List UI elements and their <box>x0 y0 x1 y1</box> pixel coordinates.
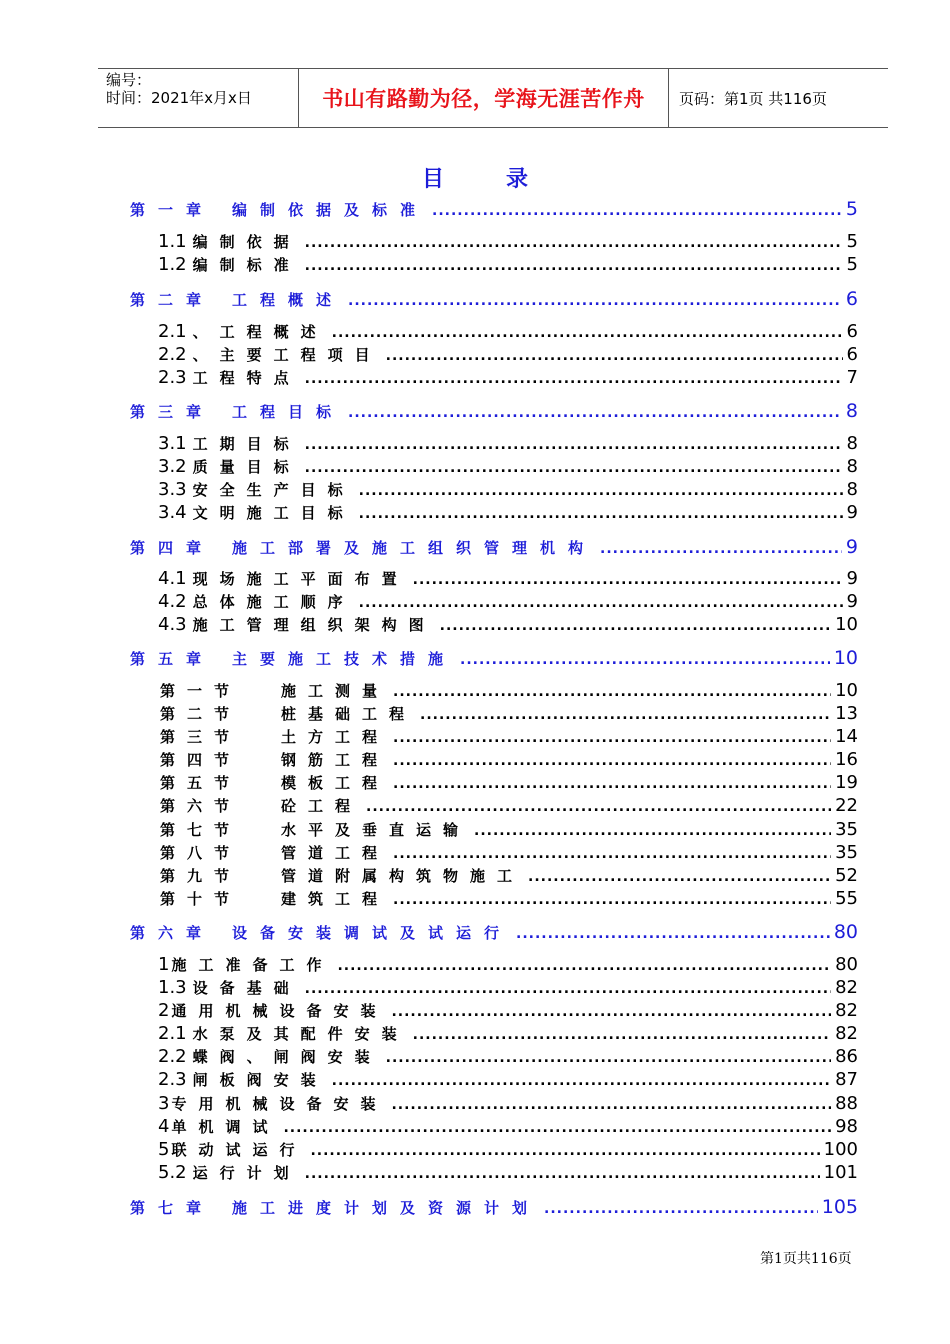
page-header <box>98 68 888 128</box>
toc-entry-number: 2.1 <box>158 321 187 342</box>
toc-section-label: 第十节 <box>160 890 242 908</box>
number-label: 编号： <box>106 71 152 89</box>
toc-entry-number: 1 <box>158 954 170 975</box>
toc-dot-leader <box>359 506 843 522</box>
toc-dot-leader <box>386 348 843 364</box>
toc-page-number: 35 <box>835 819 858 840</box>
toc-entry-title: 施工准备工作 <box>171 956 334 974</box>
toc-dot-leader <box>305 981 831 997</box>
toc-dot-leader <box>600 541 842 557</box>
toc-section-label: 第四节 <box>160 751 242 769</box>
toc-entry-row[interactable] <box>158 456 858 480</box>
toc-entry-row[interactable] <box>158 433 858 457</box>
toc-entry-title: 管道附属构筑物施工 <box>281 867 525 885</box>
toc-dot-leader <box>413 572 843 588</box>
time-label: 时间：2021年x月x日 <box>106 89 252 107</box>
toc-entry-row[interactable] <box>160 888 858 912</box>
toc-entry-title: 现场施工平面布置 <box>192 570 409 588</box>
toc-entry-title: 管道工程 <box>281 844 390 862</box>
toc-dot-leader <box>305 258 843 274</box>
toc-page-number: 10 <box>833 647 858 669</box>
toc-entry-row[interactable] <box>158 367 858 391</box>
toc-section-label: 第九节 <box>160 867 242 885</box>
toc-page-number: 80 <box>835 954 858 975</box>
toc-page-number: 9 <box>846 568 858 589</box>
toc-chapter-row[interactable] <box>130 288 858 312</box>
toc-page-number: 10 <box>835 614 858 635</box>
toc-entry-title: 、主要工程项目 <box>192 346 382 364</box>
toc-chapter-row[interactable] <box>130 198 858 222</box>
toc-entry-title: 编制依据 <box>192 233 301 251</box>
toc-page-number: 5 <box>846 231 858 252</box>
toc-entry-number: 1.3 <box>158 977 187 998</box>
toc-dot-leader <box>386 1050 831 1066</box>
toc-dot-leader <box>359 483 843 499</box>
toc-page-number: 5 <box>846 254 858 275</box>
toc-entry-title: 设备基础 <box>192 979 301 997</box>
toc-dot-leader <box>516 926 830 942</box>
toc-chapter-label: 第三章 <box>130 403 215 421</box>
toc-entry-title: 施工进度计划及资源计划 <box>232 1199 541 1217</box>
toc-entry-row[interactable] <box>158 1139 858 1163</box>
toc-entry-title: 联动试运行 <box>171 1141 307 1159</box>
toc-entry-title: 专用机械设备安装 <box>171 1095 388 1113</box>
toc-entry-row[interactable] <box>158 344 858 368</box>
toc-entry-title: 模板工程 <box>281 774 390 792</box>
toc-entry-title: 主要施工技术措施 <box>232 650 457 668</box>
toc-entry-title: 工程概述 <box>232 291 345 309</box>
toc-entry-title: 施工部署及施工组织管理机构 <box>232 539 597 557</box>
toc-dot-leader <box>393 753 831 769</box>
toc-entry-title: 土方工程 <box>281 728 390 746</box>
toc-entry-row[interactable] <box>158 1069 858 1093</box>
toc-page-number: 6 <box>846 344 858 365</box>
toc-dot-leader <box>305 371 843 387</box>
toc-chapter-label: 第五章 <box>130 650 215 668</box>
toc-page-number: 82 <box>835 977 858 998</box>
toc-chapter-label: 第六章 <box>130 924 215 942</box>
toc-entry-row[interactable] <box>158 1116 858 1140</box>
toc-chapter-label: 第二章 <box>130 291 215 309</box>
toc-page-number: 6 <box>845 288 858 310</box>
toc-page-number: 55 <box>835 888 858 909</box>
toc-section-label: 第七节 <box>160 821 242 839</box>
toc-section-label: 第八节 <box>160 844 242 862</box>
toc-entry-number: 4 <box>158 1116 170 1137</box>
toc-page-number: 8 <box>846 433 858 454</box>
toc-entry-row[interactable] <box>158 1093 858 1117</box>
toc-entry-row[interactable] <box>158 954 858 978</box>
toc-entry-number: 5.2 <box>158 1162 187 1183</box>
toc-page-number: 5 <box>845 198 858 220</box>
toc-entry-title: 、工程概述 <box>192 323 328 341</box>
toc-chapter-label: 第四章 <box>130 539 215 557</box>
toc-dot-leader <box>391 1097 831 1113</box>
toc-page-number: 19 <box>835 772 858 793</box>
header-motto: 书山有路勤为径，学海无涯苦作舟 <box>299 69 669 127</box>
toc-section-label: 第六节 <box>160 797 242 815</box>
toc-chapter-row[interactable] <box>130 1196 858 1220</box>
toc-entry-row[interactable] <box>158 568 858 592</box>
toc-entry-title: 安全生产目标 <box>192 481 355 499</box>
toc-dot-leader <box>393 684 831 700</box>
toc-entry-number: 5 <box>158 1139 170 1160</box>
toc-entry-row[interactable] <box>158 1162 858 1186</box>
toc-chapter-label: 第一章 <box>130 201 215 219</box>
toc-section-label: 第三节 <box>160 728 242 746</box>
toc-entry-number: 2.2 <box>158 1046 187 1067</box>
toc-entry-row[interactable] <box>158 231 858 255</box>
toc-entry-title: 蝶阀、闸阀安装 <box>192 1048 382 1066</box>
toc-page-number: 80 <box>833 921 858 943</box>
toc-entry-number: 2.3 <box>158 1069 187 1090</box>
toc-entry-number: 4.1 <box>158 568 187 589</box>
toc-entry-title: 运行计划 <box>192 1164 301 1182</box>
header-meta <box>98 69 299 127</box>
toc-page-number: 86 <box>835 1046 858 1067</box>
toc-entry-title: 总体施工顺序 <box>192 593 355 611</box>
toc-dot-leader <box>528 869 831 885</box>
toc-chapter-row[interactable] <box>130 921 858 945</box>
toc-entry-row[interactable] <box>160 795 858 819</box>
toc-entry-row[interactable] <box>160 842 858 866</box>
toc-entry-number: 2.3 <box>158 367 187 388</box>
toc-entry-row[interactable] <box>160 772 858 796</box>
toc-entry-title: 质量目标 <box>192 458 301 476</box>
toc-entry-number: 3.3 <box>158 479 187 500</box>
toc-page-number: 14 <box>835 726 858 747</box>
toc-dot-leader <box>305 1166 820 1182</box>
toc-entry-row[interactable] <box>158 1000 858 1024</box>
toc-entry-row[interactable] <box>158 591 858 615</box>
toc-page-number: 98 <box>835 1116 858 1137</box>
toc-entry-row[interactable] <box>158 254 858 278</box>
toc-page-number: 82 <box>835 1000 858 1021</box>
toc-section-label: 第一节 <box>160 682 242 700</box>
toc-dot-leader <box>310 1143 819 1159</box>
toc-page-number: 22 <box>835 795 858 816</box>
toc-entry-row[interactable] <box>158 977 858 1001</box>
toc-entry-title: 设备安装调试及试运行 <box>232 924 513 942</box>
toc-title: 目录 <box>421 166 590 192</box>
toc-entry-number: 3.2 <box>158 456 187 477</box>
toc-entry-row[interactable] <box>160 703 858 727</box>
toc-entry-title: 桩基础工程 <box>281 705 417 723</box>
toc-entry-title: 建筑工程 <box>281 890 390 908</box>
toc-dot-leader <box>460 652 830 668</box>
toc-section-label: 第二节 <box>160 705 242 723</box>
toc-section-label: 第五节 <box>160 774 242 792</box>
toc-dot-leader <box>305 235 843 251</box>
toc-page-number: 13 <box>835 703 858 724</box>
toc-dot-leader <box>348 405 842 421</box>
toc-chapter-row[interactable] <box>130 647 858 671</box>
toc-entry-number: 1.1 <box>158 231 187 252</box>
toc-entry-title: 水泵及其配件安装 <box>192 1025 409 1043</box>
toc-entry-row[interactable] <box>160 749 858 773</box>
toc-page-number: 87 <box>835 1069 858 1090</box>
toc-entry-row[interactable] <box>160 819 858 843</box>
toc-page-number: 9 <box>846 591 858 612</box>
toc-dot-leader <box>440 618 831 634</box>
toc-page-number: 100 <box>823 1139 858 1160</box>
toc-chapter-row[interactable] <box>130 536 858 560</box>
toc-entry-row[interactable] <box>158 502 858 526</box>
header-page-label: 页码：第1页 共116页 <box>679 89 827 108</box>
toc-entry-row[interactable] <box>160 865 858 889</box>
toc-entry-number: 4.3 <box>158 614 187 635</box>
toc-entry-number: 2.1 <box>158 1023 187 1044</box>
toc-page-number: 88 <box>835 1093 858 1114</box>
toc-dot-leader <box>474 823 831 839</box>
toc-dot-leader <box>348 293 842 309</box>
toc-entry-title: 施工测量 <box>281 682 390 700</box>
toc-dot-leader <box>420 707 831 723</box>
toc-page-number: 7 <box>846 367 858 388</box>
toc-dot-leader <box>391 1004 831 1020</box>
toc-entry-title: 钢筋工程 <box>281 751 390 769</box>
toc-dot-leader <box>359 595 843 611</box>
toc-entry-number: 4.2 <box>158 591 187 612</box>
toc-entry-row[interactable] <box>158 1046 858 1070</box>
toc-dot-leader <box>332 325 843 341</box>
toc-dot-leader <box>432 203 842 219</box>
toc-entry-row[interactable] <box>160 726 858 750</box>
toc-entry-title: 文明施工目标 <box>192 504 355 522</box>
toc-page-number: 6 <box>846 321 858 342</box>
toc-entry-title: 工程目标 <box>232 403 345 421</box>
toc-dot-leader <box>393 730 831 746</box>
page-footer: 第1页共116页 <box>760 1251 852 1267</box>
toc-entry-title: 施工管理组织架构图 <box>192 616 436 634</box>
toc-entry-row[interactable] <box>158 321 858 345</box>
toc-entry-row[interactable] <box>158 614 858 638</box>
toc-dot-leader <box>393 776 831 792</box>
toc-page-number: 8 <box>846 479 858 500</box>
toc-page-number: 8 <box>846 456 858 477</box>
toc-entry-row[interactable] <box>160 680 858 704</box>
toc-entry-number: 3 <box>158 1093 170 1114</box>
toc-dot-leader <box>393 846 831 862</box>
toc-page-number: 82 <box>835 1023 858 1044</box>
toc-entry-row[interactable] <box>158 479 858 503</box>
toc-entry-title: 通用机械设备安装 <box>171 1002 388 1020</box>
toc-entry-number: 2 <box>158 1000 170 1021</box>
toc-dot-leader <box>544 1201 818 1217</box>
toc-entry-number: 3.1 <box>158 433 187 454</box>
toc-entry-title: 工期目标 <box>192 435 301 453</box>
toc-dot-leader <box>366 799 831 815</box>
toc-entry-row[interactable] <box>158 1023 858 1047</box>
toc-dot-leader <box>337 958 831 974</box>
toc-entry-number: 1.2 <box>158 254 187 275</box>
toc-dot-leader <box>332 1073 831 1089</box>
toc-page-number: 8 <box>845 400 858 422</box>
toc-chapter-label: 第七章 <box>130 1199 215 1217</box>
toc-page-number: 10 <box>835 680 858 701</box>
toc-page-number: 9 <box>845 536 858 558</box>
toc-entry-title: 闸板阀安装 <box>192 1071 328 1089</box>
toc-dot-leader <box>305 437 843 453</box>
toc-page-number: 9 <box>846 502 858 523</box>
toc-page-number: 35 <box>835 842 858 863</box>
toc-entry-title: 单机调试 <box>171 1118 280 1136</box>
toc-dot-leader <box>305 460 843 476</box>
toc-chapter-row[interactable] <box>130 400 858 424</box>
toc-entry-title: 编制标准 <box>192 256 301 274</box>
toc-page-number: 105 <box>821 1196 858 1218</box>
toc-entry-title: 工程特点 <box>192 369 301 387</box>
toc-entry-title: 编制依据及标准 <box>232 201 429 219</box>
toc-dot-leader <box>283 1120 831 1136</box>
toc-dot-leader <box>413 1027 831 1043</box>
toc-entry-number: 3.4 <box>158 502 187 523</box>
toc-entry-title: 水平及垂直运输 <box>281 821 471 839</box>
toc-page-number: 101 <box>823 1162 858 1183</box>
toc-dot-leader <box>393 892 831 908</box>
toc-entry-number: 2.2 <box>158 344 187 365</box>
toc-entry-title: 砼工程 <box>281 797 363 815</box>
toc-page-number: 16 <box>835 749 858 770</box>
toc-page-number: 52 <box>835 865 858 886</box>
